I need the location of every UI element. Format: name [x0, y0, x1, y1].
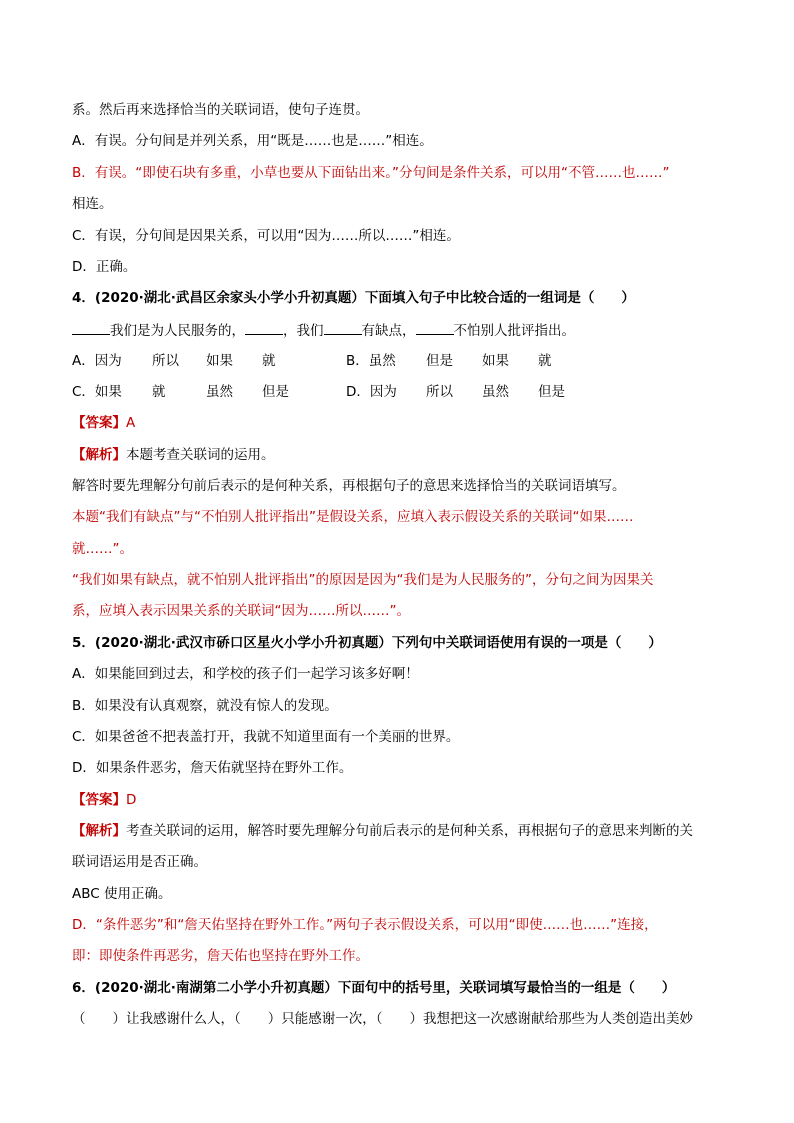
option-word: 所以 — [152, 353, 179, 369]
option-word: 虽然 — [206, 384, 233, 400]
option-word: 虽然 — [482, 384, 509, 400]
analysis-line — [72, 445, 732, 465]
analysis-text: 考查关联词的运用，解答时要先理解分句前后表示的是何种关系，再根据句子的意思来判断的关 — [126, 823, 693, 839]
option-word: 但是 — [262, 384, 289, 400]
text-line-red: 本题“我们有缺点”与“不怕别人批评指出”是假设关系，应填入表示假设关系的关联词“如果…… — [72, 509, 634, 525]
answer-value: D — [126, 792, 137, 808]
text-line: 相连。 — [72, 196, 113, 212]
answer-value: A — [126, 415, 136, 431]
text-line: A．有误。分句间是并列关系，用“既是……也是……”相连。 — [72, 133, 433, 149]
text-line-red: 即：即使条件再恶劣，詹天佑也坚持在野外工作。 — [72, 948, 369, 964]
fill-blank — [245, 320, 283, 335]
fill-blank — [72, 320, 110, 335]
text-line-red: B．有误。“即使石块有多重，小草也要从下面钻出来。”分句间是条件关系，可以用“不管……也……” — [72, 165, 670, 181]
fill-blank — [324, 320, 362, 335]
question-5-option-c: C．如果爸爸不把表盖打开，我就不知道里面有一个美丽的世界。 — [72, 729, 460, 745]
fill-blank — [416, 320, 454, 335]
answer-line — [72, 413, 732, 433]
analysis-tag: 【解析】 — [72, 823, 126, 839]
text-line-red: “我们如果有缺点，就不怕别人批评指出”的原因是因为“我们是为人民服务的”，分句之间为因果关 — [72, 572, 654, 588]
option-word: 就 — [262, 353, 276, 369]
option-word: 就 — [538, 353, 552, 369]
question-6-title: 6．(2020·湖北·南湖第二小学小升初真题）下面句中的括号里，关联词填写最恰当的一组是（ ） — [72, 980, 676, 996]
option-word: 如果 — [206, 353, 233, 369]
sentence-part: 不怕别人批评指出。 — [453, 323, 575, 339]
text-line: D．正确。 — [72, 259, 137, 275]
text-line: C．有误，分句间是因果关系，可以用“因为……所以……”相连。 — [72, 228, 460, 244]
answer-tag: 【答案】 — [72, 792, 126, 808]
text-line-red: 就……”。 — [72, 541, 133, 557]
option-word: 所以 — [426, 384, 453, 400]
question-5-title: 5．(2020·湖北·武汉市硚口区星火小学小升初真题）下列句中关联词语使用有误的一项是（ ） — [72, 635, 662, 651]
sentence-part: 我们是为人民服务的， — [110, 323, 245, 339]
sentence-part: ，我们 — [283, 323, 324, 339]
answer-tag: 【答案】 — [72, 415, 126, 431]
text-line: 系。然后再来选择恰当的关联词语，使句子连贯。 — [72, 102, 369, 118]
option-word: C．如果 — [72, 384, 122, 400]
option-word: B．虽然 — [346, 353, 396, 369]
analysis-line — [72, 821, 732, 841]
option-word: D．因为 — [346, 384, 397, 400]
text-line: 解答时要先理解分句前后表示的是何种关系，再根据句子的意思来选择恰当的关联词语填写。 — [72, 478, 626, 494]
option-word: 但是 — [426, 353, 453, 369]
text-line: ABC 使用正确。 — [72, 886, 172, 902]
sentence-part: 有缺点， — [361, 323, 416, 339]
option-word: 就 — [152, 384, 166, 400]
question-5-option-a: A．如果能回到过去，和学校的孩子们一起学习该多好啊！ — [72, 666, 419, 682]
analysis-tag: 【解析】 — [72, 447, 126, 463]
text-line: 联词语运用是否正确。 — [72, 854, 207, 870]
question-4-title: 4．(2020·湖北·武昌区余家头小学小升初真题）下面填入句子中比较合适的一组词是（ ） — [72, 290, 635, 306]
analysis-text: 本题考查关联词的运用。 — [126, 447, 275, 463]
question-6-sentence: （ ）让我感谢什么人，（ ）只能感谢一次，（ ）我想把这一次感谢献给那些为人类创造出美妙 — [72, 1011, 693, 1027]
option-word: 但是 — [538, 384, 565, 400]
option-word: A．因为 — [72, 353, 122, 369]
text-line-red: 系，应填入表示因果关系的关联词“因为……所以……”。 — [72, 603, 410, 619]
question-4-sentence — [72, 320, 575, 341]
answer-line — [72, 790, 732, 810]
question-5-option-d: D．如果条件恶劣，詹天佑就坚持在野外工作。 — [72, 760, 353, 776]
text-line-red: D．“条件恶劣”和“詹天佑坚持在野外工作。”两句子表示假设关系，可以用“即使……也……”连接， — [72, 917, 658, 933]
question-5-option-b: B．如果没有认真观察，就没有惊人的发现。 — [72, 698, 338, 714]
option-word: 如果 — [482, 353, 509, 369]
